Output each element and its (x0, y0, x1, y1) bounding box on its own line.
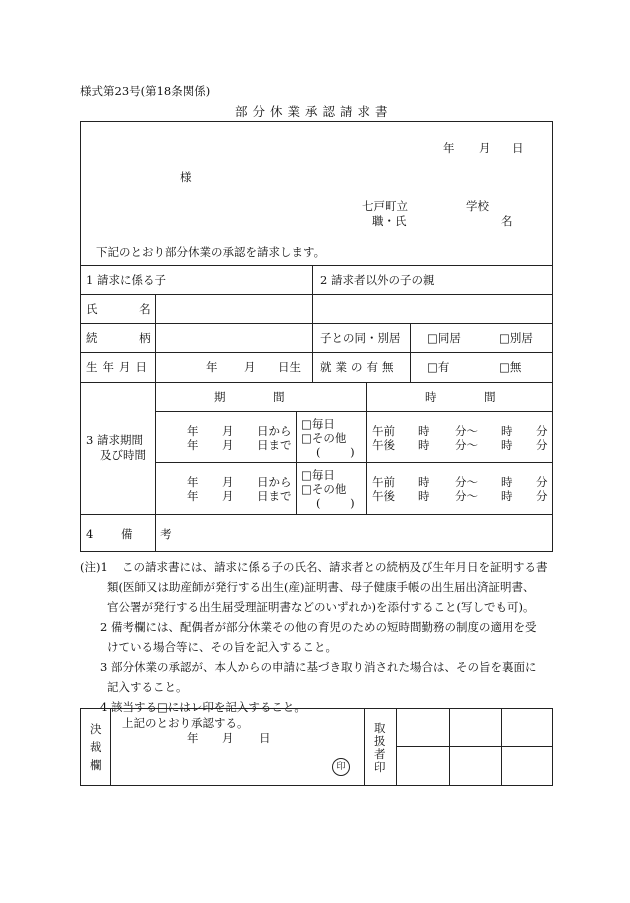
block2-pm-min-from: 分～ (455, 489, 478, 503)
period-label-line1: 3 請求期間 (86, 433, 143, 447)
remarks-label: 4 備 考 (86, 527, 172, 541)
handler-char-2: 扱 (374, 734, 386, 748)
table-row-divider (80, 352, 553, 353)
block1-to-year: 年 (187, 438, 199, 452)
note-line-4: 2 備考欄には、配偶者が部分休業その他の育児のための短時間勤務の制度の適用を受 (100, 620, 537, 634)
school-label: 学校 (466, 199, 489, 213)
employ-no-checkbox[interactable]: □無 (499, 360, 522, 374)
block2-pm-min: 分 (536, 489, 548, 503)
kessai-char-3: 欄 (90, 758, 102, 772)
table-row-divider (80, 294, 553, 295)
table-col-divider (312, 265, 313, 382)
block2-am-min: 分 (536, 475, 548, 489)
approval-seal-icon: 印 (332, 758, 350, 776)
block1-pm-min-from: 分～ (455, 438, 478, 452)
kessai-char-2: 裁 (90, 740, 102, 754)
birth-label: 生年月日 (86, 360, 152, 374)
cohabit-label: 子との同・別居 (320, 331, 401, 345)
handler-char-4: 印 (374, 760, 386, 774)
table-col-divider (155, 294, 156, 552)
note-line-1: この請求書には、請求に係る子の氏名、請求者との続柄及び生年月日を証明する書 (122, 560, 548, 574)
block2-other-paren: ( ) (316, 496, 355, 510)
approval-year: 年 (187, 731, 199, 745)
block1-other-checkbox[interactable]: □その他 (301, 431, 347, 445)
notes-prefix: (注)1 (80, 560, 108, 574)
block2-am-min-from: 分～ (455, 475, 478, 489)
block2-am-hour2: 時 (501, 475, 513, 489)
block2-from-month: 月 (222, 475, 234, 489)
table-row-divider (80, 323, 553, 324)
birth-year: 年 (206, 360, 218, 374)
approval-col-divider (364, 708, 365, 786)
employ-label: 就業の有無 (320, 360, 398, 374)
approval-row-divider (396, 746, 553, 747)
block1-am-min: 分 (536, 424, 548, 438)
town-label: 七戸町立 (362, 199, 408, 213)
relation-label: 続 柄 (86, 331, 151, 345)
block1-from-month: 月 (222, 424, 234, 438)
block2-pm-hour: 時 (418, 489, 430, 503)
note-line-3: 官公署が発行する出生届受理証明書などのいずれか)を添付すること(写しでも可)。 (107, 600, 535, 614)
block1-from: 日から (257, 424, 292, 438)
approved-text: 上記のとおり承認する。 (122, 716, 249, 730)
block1-am-hour2: 時 (501, 424, 513, 438)
block2-to: 日まで (257, 489, 292, 503)
block1-to-month: 月 (222, 438, 234, 452)
date-year: 年 (443, 141, 455, 155)
request-sentence: 下記のとおり部分休業の承認を請求します。 (96, 245, 326, 259)
name-suffix: 名 (501, 214, 513, 228)
period-header: 期 間 (214, 390, 285, 404)
block1-pm: 午後 (372, 438, 395, 452)
birth-day: 日生 (278, 360, 301, 374)
page-title: 部分休業承認請求書 (235, 104, 393, 119)
block2-from-year: 年 (187, 475, 199, 489)
note-line-5: けている場合等に、その旨を記入すること。 (107, 640, 337, 654)
form-number: 様式第23号(第18条関係) (80, 84, 211, 98)
section-child-label: 1 請求に係る子 (86, 273, 166, 287)
approval-month: 月 (222, 731, 234, 745)
time-header: 時 間 (425, 390, 496, 404)
table-col-divider (296, 411, 297, 514)
table-row-divider (155, 411, 553, 412)
cohabit-separate-checkbox[interactable]: □別居 (499, 331, 533, 345)
block1-daily-checkbox[interactable]: □毎日 (301, 417, 335, 431)
block1-am: 午前 (372, 424, 395, 438)
date-day: 日 (512, 141, 524, 155)
approval-day: 日 (259, 731, 271, 745)
block2-pm: 午後 (372, 489, 395, 503)
block2-daily-checkbox[interactable]: □毎日 (301, 468, 335, 482)
section-other-parent-label: 2 請求者以外の子の親 (320, 273, 435, 287)
note-line-2: 類(医師又は助産師が発行する出生(産)証明書、母子健康手帳の出生届出済証明書、 (107, 580, 535, 594)
block1-other-paren: ( ) (316, 445, 355, 459)
block2-pm-hour2: 時 (501, 489, 513, 503)
table-row-divider (155, 462, 553, 463)
cohabit-same-checkbox[interactable]: □同居 (427, 331, 461, 345)
block1-am-hour: 時 (418, 424, 430, 438)
approval-col-divider (449, 708, 450, 786)
block1-pm-min: 分 (536, 438, 548, 452)
position-name-label: 職・氏 (372, 214, 407, 228)
note-line-6: 3 部分休業の承認が、本人からの申請に基づき取り消された場合は、その旨を裏面に (100, 660, 537, 674)
block1-am-min-from: 分～ (455, 424, 478, 438)
table-row-divider (80, 382, 553, 383)
table-col-divider (366, 382, 367, 514)
table-row-divider (80, 514, 553, 515)
block1-pm-hour: 時 (418, 438, 430, 452)
block1-to: 日まで (257, 438, 292, 452)
kessai-char-1: 決 (90, 722, 102, 736)
note-line-8: 4 該当する□にはレ印を記入すること。 (100, 700, 306, 714)
name-label: 氏 名 (86, 302, 151, 316)
handler-char-1: 取 (374, 721, 386, 735)
table-col-divider (410, 323, 411, 382)
block2-other-checkbox[interactable]: □その他 (301, 482, 347, 496)
approval-col-divider (396, 708, 397, 786)
block2-to-month: 月 (222, 489, 234, 503)
note-line-7: 記入すること。 (107, 680, 188, 694)
addressee-suffix: 様 (180, 170, 192, 184)
approval-col-divider (110, 708, 111, 786)
block2-to-year: 年 (187, 489, 199, 503)
block2-from: 日から (257, 475, 292, 489)
birth-month: 月 (244, 360, 256, 374)
employ-yes-checkbox[interactable]: □有 (427, 360, 450, 374)
block1-pm-hour2: 時 (501, 438, 513, 452)
block2-am: 午前 (372, 475, 395, 489)
date-month: 月 (479, 141, 491, 155)
period-label-line2: 及び時間 (100, 448, 146, 462)
block2-am-hour: 時 (418, 475, 430, 489)
handler-char-3: 者 (374, 747, 386, 761)
approval-col-divider (501, 708, 502, 786)
block1-from-year: 年 (187, 424, 199, 438)
